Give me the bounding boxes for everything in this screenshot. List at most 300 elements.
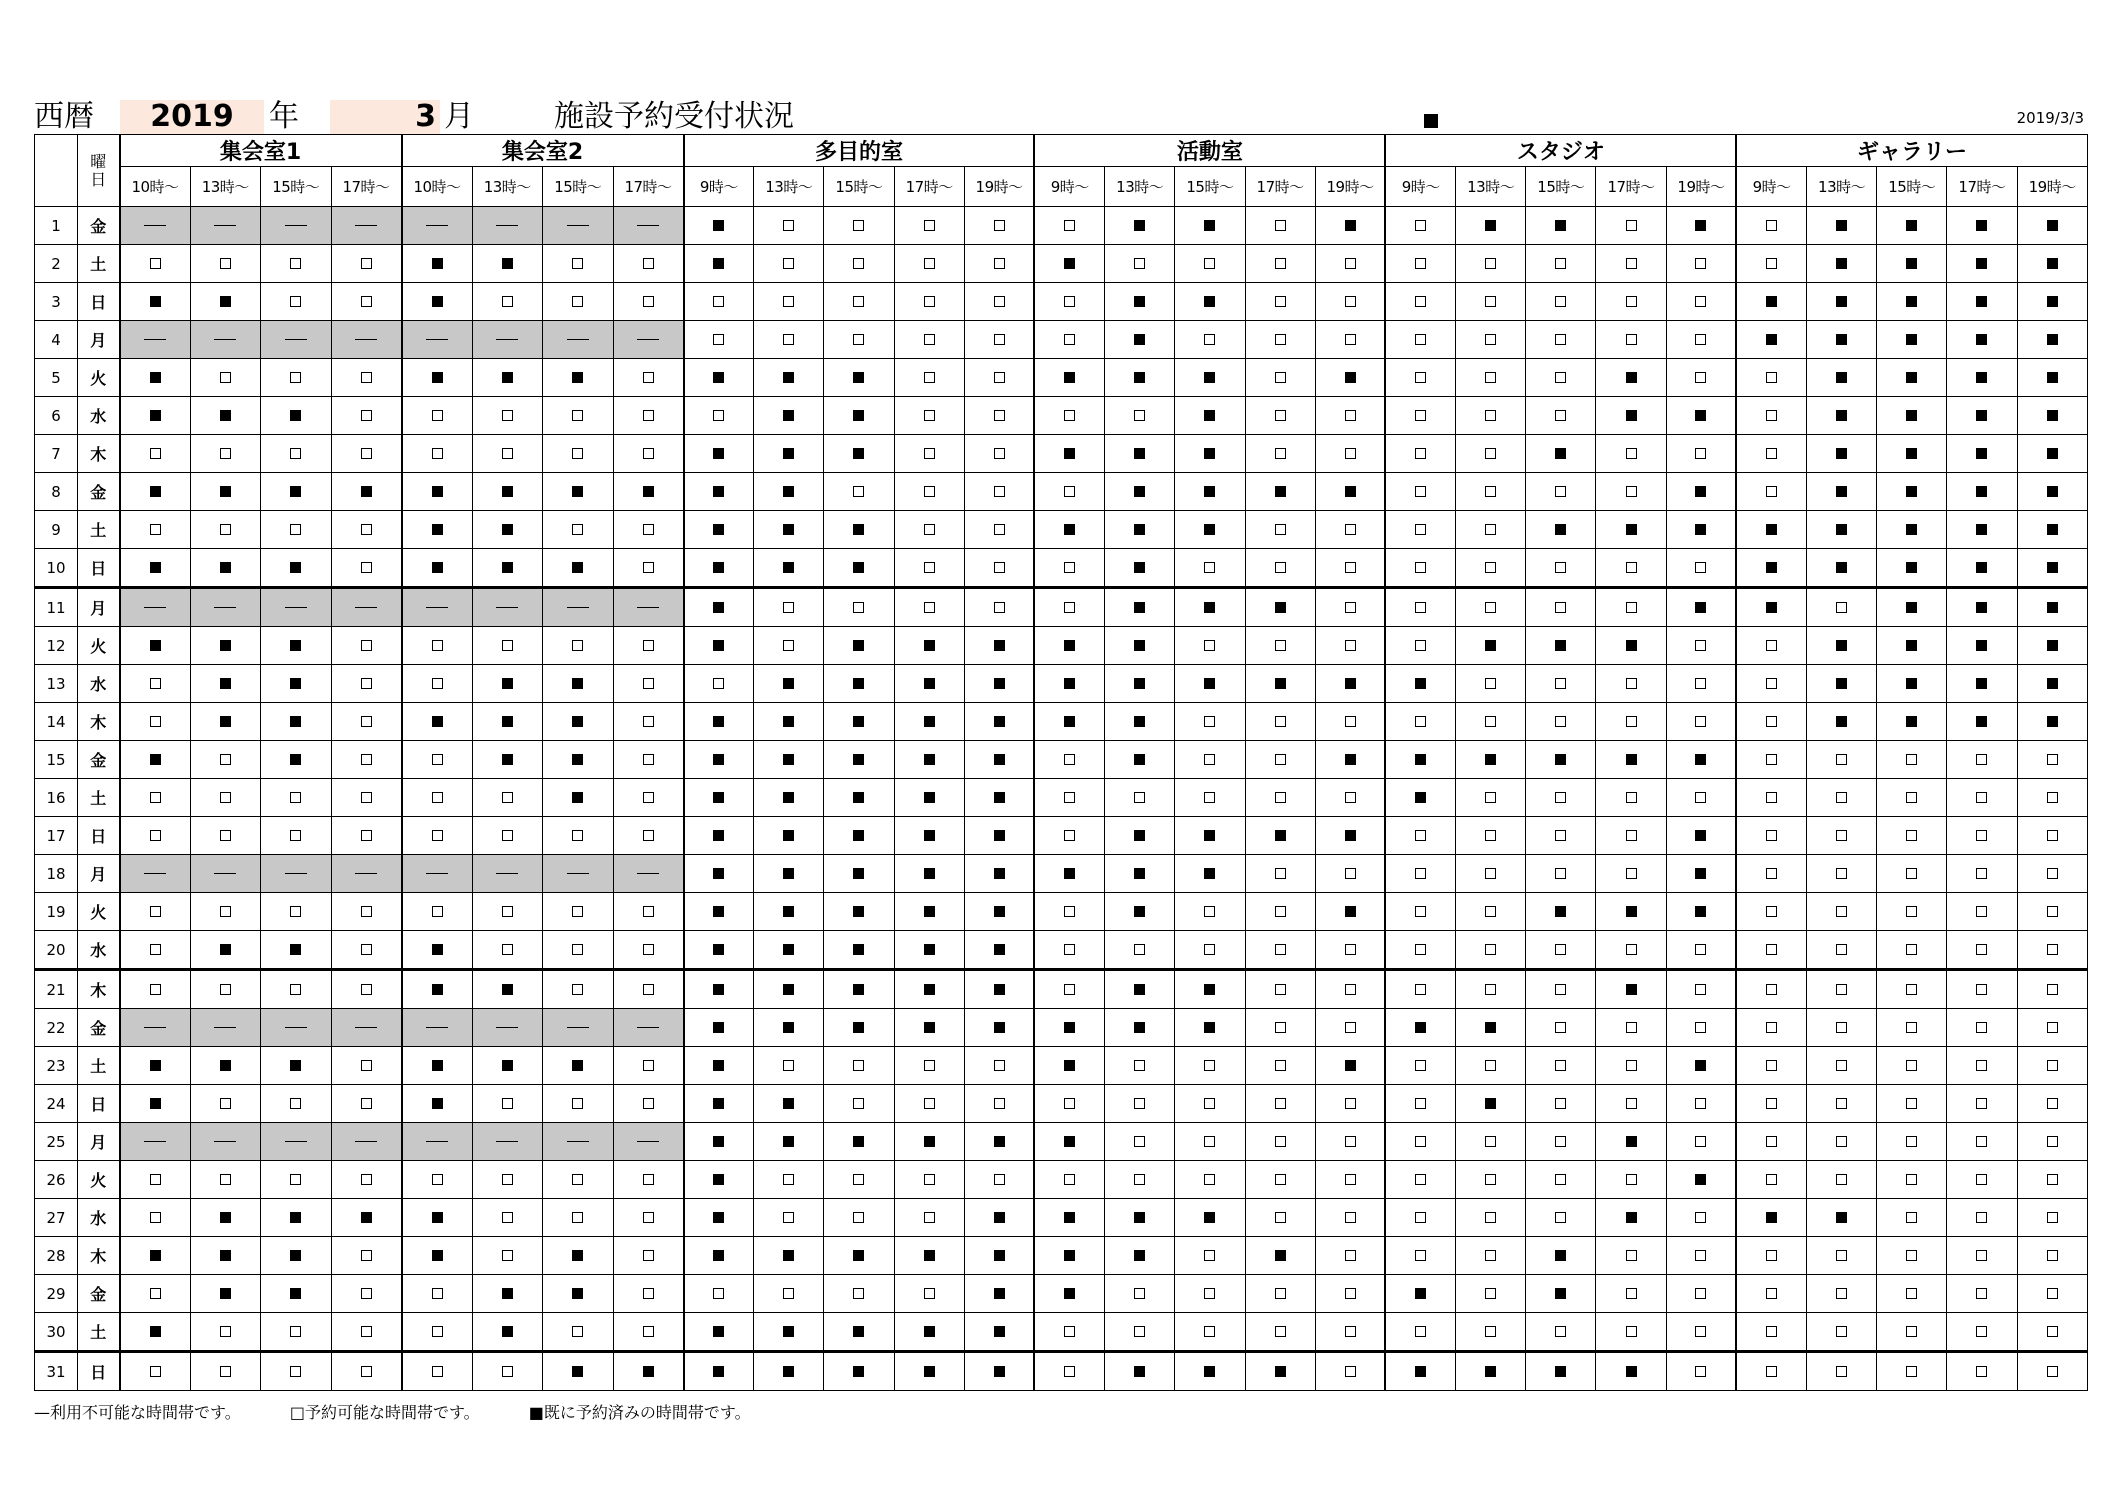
slot-available[interactable]: [1947, 1199, 2017, 1237]
slot-available[interactable]: [331, 779, 402, 817]
slot-available[interactable]: [1245, 1275, 1315, 1313]
slot-available[interactable]: [2017, 817, 2087, 855]
slot-available[interactable]: [1596, 817, 1666, 855]
slot-available[interactable]: [1034, 397, 1104, 435]
slot-available[interactable]: [402, 1352, 473, 1391]
slot-available[interactable]: [120, 1275, 191, 1313]
slot-available[interactable]: [824, 473, 894, 511]
slot-available[interactable]: [261, 893, 332, 931]
slot-available[interactable]: [1385, 1161, 1455, 1199]
slot-available[interactable]: [1315, 1161, 1385, 1199]
slot-available[interactable]: [1877, 970, 1947, 1009]
slot-available[interactable]: [1385, 207, 1455, 245]
slot-available[interactable]: [120, 511, 191, 549]
slot-available[interactable]: [1807, 1047, 1877, 1085]
slot-available[interactable]: [964, 207, 1034, 245]
slot-available[interactable]: [1245, 1047, 1315, 1085]
slot-available[interactable]: [1456, 931, 1526, 970]
slot-available[interactable]: [1877, 1237, 1947, 1275]
slot-available[interactable]: [1526, 779, 1596, 817]
slot-available[interactable]: [402, 1275, 473, 1313]
slot-available[interactable]: [1385, 1047, 1455, 1085]
slot-available[interactable]: [402, 397, 473, 435]
slot-available[interactable]: [1526, 1161, 1596, 1199]
slot-available[interactable]: [1175, 1161, 1245, 1199]
slot-available[interactable]: [1105, 779, 1175, 817]
slot-available[interactable]: [1877, 1313, 1947, 1352]
slot-available[interactable]: [1666, 1085, 1736, 1123]
slot-available[interactable]: [1596, 435, 1666, 473]
slot-available[interactable]: [331, 817, 402, 855]
slot-available[interactable]: [1596, 665, 1666, 703]
slot-available[interactable]: [1034, 588, 1104, 627]
slot-available[interactable]: [1315, 1275, 1385, 1313]
slot-available[interactable]: [1526, 473, 1596, 511]
slot-available[interactable]: [894, 359, 964, 397]
slot-available[interactable]: [2017, 1085, 2087, 1123]
slot-available[interactable]: [754, 283, 824, 321]
slot-available[interactable]: [1456, 779, 1526, 817]
slot-available[interactable]: [894, 283, 964, 321]
slot-available[interactable]: [1034, 207, 1104, 245]
slot-available[interactable]: [1456, 1237, 1526, 1275]
slot-available[interactable]: [613, 665, 684, 703]
slot-available[interactable]: [1385, 855, 1455, 893]
slot-available[interactable]: [824, 245, 894, 283]
slot-available[interactable]: [613, 1161, 684, 1199]
slot-available[interactable]: [190, 1161, 261, 1199]
slot-available[interactable]: [402, 627, 473, 665]
slot-available[interactable]: [1385, 283, 1455, 321]
slot-available[interactable]: [1315, 588, 1385, 627]
slot-available[interactable]: [1736, 855, 1806, 893]
slot-available[interactable]: [613, 779, 684, 817]
slot-available[interactable]: [1385, 703, 1455, 741]
slot-available[interactable]: [1245, 855, 1315, 893]
slot-available[interactable]: [613, 359, 684, 397]
slot-available[interactable]: [1807, 741, 1877, 779]
slot-available[interactable]: [1596, 1047, 1666, 1085]
slot-available[interactable]: [261, 1085, 332, 1123]
slot-available[interactable]: [1245, 245, 1315, 283]
slot-available[interactable]: [1034, 1161, 1104, 1199]
slot-available[interactable]: [1034, 1313, 1104, 1352]
slot-available[interactable]: [964, 397, 1034, 435]
slot-available[interactable]: [331, 931, 402, 970]
slot-available[interactable]: [1947, 1237, 2017, 1275]
slot-available[interactable]: [1315, 1199, 1385, 1237]
slot-available[interactable]: [261, 435, 332, 473]
slot-available[interactable]: [261, 511, 332, 549]
slot-available[interactable]: [1105, 1275, 1175, 1313]
slot-available[interactable]: [1105, 1313, 1175, 1352]
slot-available[interactable]: [2017, 1009, 2087, 1047]
slot-available[interactable]: [1456, 665, 1526, 703]
slot-available[interactable]: [1385, 1313, 1455, 1352]
slot-available[interactable]: [1385, 549, 1455, 588]
slot-available[interactable]: [613, 703, 684, 741]
slot-available[interactable]: [1736, 703, 1806, 741]
slot-available[interactable]: [1596, 283, 1666, 321]
slot-available[interactable]: [1034, 741, 1104, 779]
slot-available[interactable]: [543, 511, 614, 549]
slot-available[interactable]: [120, 1352, 191, 1391]
slot-available[interactable]: [190, 779, 261, 817]
slot-available[interactable]: [613, 627, 684, 665]
slot-available[interactable]: [1666, 703, 1736, 741]
slot-available[interactable]: [964, 435, 1034, 473]
slot-available[interactable]: [1526, 397, 1596, 435]
slot-available[interactable]: [472, 1085, 543, 1123]
slot-available[interactable]: [684, 665, 754, 703]
slot-available[interactable]: [1947, 817, 2017, 855]
slot-available[interactable]: [1596, 549, 1666, 588]
slot-available[interactable]: [2017, 1275, 2087, 1313]
slot-available[interactable]: [1736, 817, 1806, 855]
slot-available[interactable]: [1807, 817, 1877, 855]
slot-available[interactable]: [261, 970, 332, 1009]
slot-available[interactable]: [331, 1313, 402, 1352]
slot-available[interactable]: [1736, 1009, 1806, 1047]
slot-available[interactable]: [1245, 359, 1315, 397]
slot-available[interactable]: [964, 359, 1034, 397]
slot-available[interactable]: [1666, 931, 1736, 970]
slot-available[interactable]: [824, 321, 894, 359]
slot-available[interactable]: [2017, 970, 2087, 1009]
slot-available[interactable]: [543, 283, 614, 321]
slot-available[interactable]: [1666, 1009, 1736, 1047]
slot-available[interactable]: [754, 1199, 824, 1237]
slot-available[interactable]: [331, 283, 402, 321]
slot-available[interactable]: [2017, 1047, 2087, 1085]
slot-available[interactable]: [1034, 893, 1104, 931]
slot-available[interactable]: [824, 1199, 894, 1237]
slot-available[interactable]: [1385, 511, 1455, 549]
slot-available[interactable]: [1947, 779, 2017, 817]
slot-available[interactable]: [1736, 665, 1806, 703]
slot-available[interactable]: [684, 283, 754, 321]
slot-available[interactable]: [1245, 931, 1315, 970]
slot-available[interactable]: [1666, 1352, 1736, 1391]
slot-available[interactable]: [613, 970, 684, 1009]
slot-available[interactable]: [331, 741, 402, 779]
slot-available[interactable]: [472, 779, 543, 817]
slot-available[interactable]: [261, 1313, 332, 1352]
slot-available[interactable]: [1245, 1009, 1315, 1047]
slot-available[interactable]: [190, 511, 261, 549]
slot-available[interactable]: [1877, 1047, 1947, 1085]
slot-available[interactable]: [1315, 397, 1385, 435]
slot-available[interactable]: [1456, 1161, 1526, 1199]
slot-available[interactable]: [1175, 549, 1245, 588]
slot-available[interactable]: [1456, 473, 1526, 511]
slot-available[interactable]: [1596, 473, 1666, 511]
slot-available[interactable]: [331, 665, 402, 703]
slot-available[interactable]: [964, 511, 1034, 549]
slot-available[interactable]: [1245, 1085, 1315, 1123]
slot-available[interactable]: [1947, 970, 2017, 1009]
slot-available[interactable]: [472, 1352, 543, 1391]
slot-available[interactable]: [754, 588, 824, 627]
slot-available[interactable]: [1385, 245, 1455, 283]
slot-available[interactable]: [1947, 1161, 2017, 1199]
slot-available[interactable]: [1947, 1352, 2017, 1391]
slot-available[interactable]: [1456, 703, 1526, 741]
slot-available[interactable]: [613, 817, 684, 855]
slot-available[interactable]: [543, 931, 614, 970]
slot-available[interactable]: [894, 397, 964, 435]
slot-available[interactable]: [402, 1161, 473, 1199]
slot-available[interactable]: [1736, 1313, 1806, 1352]
slot-available[interactable]: [1736, 1085, 1806, 1123]
slot-available[interactable]: [613, 931, 684, 970]
slot-available[interactable]: [1736, 741, 1806, 779]
slot-available[interactable]: [1456, 970, 1526, 1009]
slot-available[interactable]: [120, 779, 191, 817]
slot-available[interactable]: [1315, 1237, 1385, 1275]
slot-available[interactable]: [331, 1352, 402, 1391]
slot-available[interactable]: [964, 1161, 1034, 1199]
slot-available[interactable]: [261, 817, 332, 855]
slot-available[interactable]: [1456, 283, 1526, 321]
slot-available[interactable]: [331, 359, 402, 397]
slot-available[interactable]: [1736, 893, 1806, 931]
slot-available[interactable]: [190, 435, 261, 473]
slot-available[interactable]: [1526, 321, 1596, 359]
slot-available[interactable]: [1877, 779, 1947, 817]
slot-available[interactable]: [1596, 779, 1666, 817]
slot-available[interactable]: [1947, 1313, 2017, 1352]
slot-available[interactable]: [1175, 741, 1245, 779]
slot-available[interactable]: [1526, 588, 1596, 627]
slot-available[interactable]: [1034, 321, 1104, 359]
slot-available[interactable]: [1877, 741, 1947, 779]
slot-available[interactable]: [1315, 1123, 1385, 1161]
slot-available[interactable]: [894, 473, 964, 511]
slot-available[interactable]: [1596, 207, 1666, 245]
slot-available[interactable]: [2017, 931, 2087, 970]
slot-available[interactable]: [1175, 1237, 1245, 1275]
slot-available[interactable]: [1315, 627, 1385, 665]
slot-available[interactable]: [1245, 779, 1315, 817]
slot-available[interactable]: [331, 1047, 402, 1085]
slot-available[interactable]: [1526, 1047, 1596, 1085]
slot-available[interactable]: [1315, 779, 1385, 817]
slot-available[interactable]: [190, 741, 261, 779]
slot-available[interactable]: [331, 435, 402, 473]
slot-available[interactable]: [1807, 1313, 1877, 1352]
slot-available[interactable]: [1385, 627, 1455, 665]
slot-available[interactable]: [331, 549, 402, 588]
slot-available[interactable]: [2017, 893, 2087, 931]
slot-available[interactable]: [402, 665, 473, 703]
slot-available[interactable]: [1456, 511, 1526, 549]
slot-available[interactable]: [1526, 1085, 1596, 1123]
slot-available[interactable]: [190, 1352, 261, 1391]
slot-available[interactable]: [1736, 931, 1806, 970]
slot-available[interactable]: [1175, 1047, 1245, 1085]
slot-available[interactable]: [1245, 627, 1315, 665]
slot-available[interactable]: [1385, 1199, 1455, 1237]
slot-available[interactable]: [1105, 1161, 1175, 1199]
slot-available[interactable]: [613, 435, 684, 473]
slot-available[interactable]: [1245, 1199, 1315, 1237]
slot-available[interactable]: [1666, 321, 1736, 359]
slot-available[interactable]: [2017, 741, 2087, 779]
slot-available[interactable]: [1877, 893, 1947, 931]
slot-available[interactable]: [1736, 1352, 1806, 1391]
slot-available[interactable]: [1736, 627, 1806, 665]
slot-available[interactable]: [1456, 435, 1526, 473]
slot-available[interactable]: [1736, 473, 1806, 511]
slot-available[interactable]: [964, 283, 1034, 321]
slot-available[interactable]: [754, 1275, 824, 1313]
slot-available[interactable]: [472, 1199, 543, 1237]
slot-available[interactable]: [472, 817, 543, 855]
slot-available[interactable]: [1736, 435, 1806, 473]
slot-available[interactable]: [543, 1313, 614, 1352]
slot-available[interactable]: [331, 893, 402, 931]
slot-available[interactable]: [1877, 1275, 1947, 1313]
slot-available[interactable]: [824, 1085, 894, 1123]
slot-available[interactable]: [1807, 588, 1877, 627]
slot-available[interactable]: [1034, 817, 1104, 855]
slot-available[interactable]: [1736, 1047, 1806, 1085]
slot-available[interactable]: [894, 549, 964, 588]
slot-available[interactable]: [402, 435, 473, 473]
slot-available[interactable]: [1736, 207, 1806, 245]
slot-available[interactable]: [1596, 1085, 1666, 1123]
slot-available[interactable]: [754, 1161, 824, 1199]
slot-available[interactable]: [1175, 779, 1245, 817]
slot-available[interactable]: [331, 245, 402, 283]
slot-available[interactable]: [190, 245, 261, 283]
slot-available[interactable]: [1385, 893, 1455, 931]
slot-available[interactable]: [894, 511, 964, 549]
slot-available[interactable]: [1456, 549, 1526, 588]
slot-available[interactable]: [1385, 359, 1455, 397]
slot-available[interactable]: [613, 893, 684, 931]
slot-available[interactable]: [1947, 893, 2017, 931]
slot-available[interactable]: [1175, 1313, 1245, 1352]
slot-available[interactable]: [261, 779, 332, 817]
slot-available[interactable]: [1245, 893, 1315, 931]
slot-available[interactable]: [1456, 1123, 1526, 1161]
slot-available[interactable]: [543, 817, 614, 855]
slot-available[interactable]: [1666, 549, 1736, 588]
slot-available[interactable]: [1526, 665, 1596, 703]
slot-available[interactable]: [964, 1085, 1034, 1123]
slot-available[interactable]: [1456, 321, 1526, 359]
slot-available[interactable]: [190, 359, 261, 397]
slot-available[interactable]: [613, 1085, 684, 1123]
slot-available[interactable]: [1245, 207, 1315, 245]
slot-available[interactable]: [1245, 741, 1315, 779]
slot-available[interactable]: [1526, 549, 1596, 588]
slot-available[interactable]: [1596, 1313, 1666, 1352]
slot-available[interactable]: [684, 1275, 754, 1313]
slot-available[interactable]: [1877, 855, 1947, 893]
slot-available[interactable]: [261, 359, 332, 397]
slot-available[interactable]: [754, 245, 824, 283]
slot-available[interactable]: [1596, 1275, 1666, 1313]
slot-available[interactable]: [1947, 1275, 2017, 1313]
slot-available[interactable]: [894, 321, 964, 359]
slot-available[interactable]: [1666, 665, 1736, 703]
slot-available[interactable]: [1807, 893, 1877, 931]
slot-available[interactable]: [1526, 245, 1596, 283]
slot-available[interactable]: [1034, 1085, 1104, 1123]
slot-available[interactable]: [824, 283, 894, 321]
slot-available[interactable]: [120, 1161, 191, 1199]
slot-available[interactable]: [1456, 245, 1526, 283]
slot-available[interactable]: [1877, 1352, 1947, 1391]
slot-available[interactable]: [190, 817, 261, 855]
slot-available[interactable]: [331, 1237, 402, 1275]
slot-available[interactable]: [120, 970, 191, 1009]
slot-available[interactable]: [331, 1161, 402, 1199]
slot-available[interactable]: [1385, 931, 1455, 970]
slot-available[interactable]: [472, 893, 543, 931]
slot-available[interactable]: [1105, 397, 1175, 435]
slot-available[interactable]: [1456, 1199, 1526, 1237]
slot-available[interactable]: [894, 588, 964, 627]
slot-available[interactable]: [120, 245, 191, 283]
slot-available[interactable]: [331, 703, 402, 741]
slot-available[interactable]: [120, 1199, 191, 1237]
slot-available[interactable]: [824, 1275, 894, 1313]
slot-available[interactable]: [402, 741, 473, 779]
slot-available[interactable]: [1385, 473, 1455, 511]
slot-available[interactable]: [1666, 435, 1736, 473]
slot-available[interactable]: [1666, 1199, 1736, 1237]
slot-available[interactable]: [1666, 245, 1736, 283]
slot-available[interactable]: [1315, 855, 1385, 893]
slot-available[interactable]: [1245, 1313, 1315, 1352]
slot-available[interactable]: [120, 435, 191, 473]
slot-available[interactable]: [1245, 435, 1315, 473]
slot-available[interactable]: [824, 207, 894, 245]
slot-available[interactable]: [1245, 1123, 1315, 1161]
slot-available[interactable]: [894, 1275, 964, 1313]
slot-available[interactable]: [1736, 397, 1806, 435]
slot-available[interactable]: [1807, 931, 1877, 970]
slot-available[interactable]: [1315, 1009, 1385, 1047]
slot-available[interactable]: [1947, 1123, 2017, 1161]
slot-available[interactable]: [1666, 1237, 1736, 1275]
slot-available[interactable]: [754, 321, 824, 359]
slot-available[interactable]: [472, 627, 543, 665]
slot-available[interactable]: [1807, 970, 1877, 1009]
slot-available[interactable]: [1456, 855, 1526, 893]
slot-available[interactable]: [1456, 1313, 1526, 1352]
slot-available[interactable]: [1105, 245, 1175, 283]
slot-available[interactable]: [1175, 321, 1245, 359]
slot-available[interactable]: [1736, 359, 1806, 397]
slot-available[interactable]: [1807, 779, 1877, 817]
slot-available[interactable]: [1666, 1313, 1736, 1352]
slot-available[interactable]: [964, 588, 1034, 627]
slot-available[interactable]: [1596, 245, 1666, 283]
slot-available[interactable]: [1315, 283, 1385, 321]
slot-available[interactable]: [2017, 1199, 2087, 1237]
slot-available[interactable]: [1175, 1123, 1245, 1161]
slot-available[interactable]: [120, 665, 191, 703]
slot-available[interactable]: [1385, 588, 1455, 627]
slot-available[interactable]: [1877, 1123, 1947, 1161]
slot-available[interactable]: [1456, 397, 1526, 435]
slot-available[interactable]: [1456, 893, 1526, 931]
